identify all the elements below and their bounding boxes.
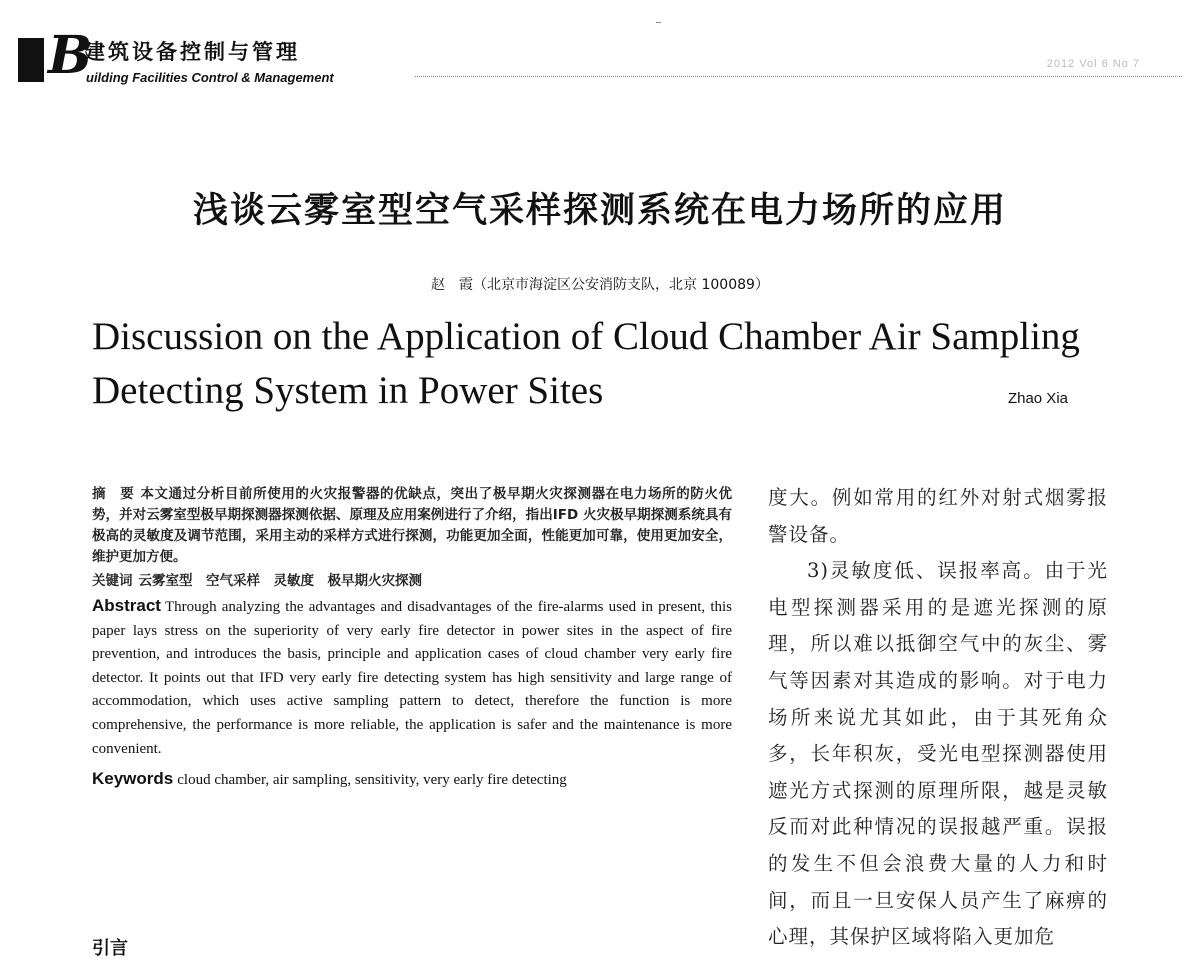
author-name-en: Zhao Xia [1007,390,1068,407]
header-rule [415,76,1182,77]
body-text-column [768,480,1108,956]
abstract-cn [92,484,732,568]
abstract-en-text: Through analyzing the advantages and disadvantages of the fire-alarms used in present, this paper lays stress on the superiority of very early fire detector in power sites in the aspect of fire prevention, and introduces the basis, principle and application cases of cloud chamber very early fire detector. It points out that IFD very early fire detecting system has high sensitivity and large range of accommodation, which uses active sampling pattern to detect, therefore the function is more comprehensive, the performance is more reliable, the application is safer and the maintenance is more convenient. [92,599,732,757]
paper-title-cn: 浅谈云雾室型空气采样探测系统在电力场所的应用 [192,191,1007,231]
journal-header [0,0,1200,100]
abstract-en-label: Abstract [92,596,161,615]
header-tick [656,22,661,23]
keywords-en-label: Keywords [92,769,174,789]
journal-name-en: uilding Facilities Control & Management [86,70,334,85]
author-affiliation-cn: 赵 霞（北京市海淀区公安消防支队，北京 100089） [431,277,769,293]
keywords-en [92,767,732,792]
journal-name-cn: 建筑设备控制与管理 [84,40,300,64]
section-heading-intro: 引言 [92,938,128,959]
abstract-cn-text: 本文通过分析目前所使用的火灾报警器的优缺点，突出了极早期火灾探测器在电力场所的防火优势，并对云雾室型极早期探测器探测依据、原理及应用案例进行了介绍，指出IFD 火灾极早期探测系统具有极高的灵敏度及调节范围，采用主动的采样方式进行探测，功能更加全面，性能更加可靠，使用更加安全，维护更加方便。 [92,486,733,565]
abstract-section [92,484,732,792]
paper-title-en-line1: Discussion on the Application of Cloud Chamber Air Sampling [92,315,1080,358]
keywords-en-text: cloud chamber, air sampling, sensitivity, very early fire detecting [177,772,567,789]
body-paragraph: 3)灵敏度低、误报率高。由于光电型探测器采用的是遮光探测的原理，所以难以抵御空气中的灰尘、雾气等因素对其造成的影响。对于电力场所来说尤其如此，由于其死角众多，长年积灰，受光电型探测器使用遮光方式探测的原理所限，越是灵敏反而对此种情况的误报越严重。误报的发生不但会浪费大量的人力和时间，而且一旦安保人员产生了麻痹的心理，其保护区域将陷入更加危 [768,559,1108,949]
issue-info: 2012 Vol 6 No 7 [1046,58,1140,70]
abstract-cn-label: 摘 要 [92,486,135,502]
paper-title-en [92,310,1122,418]
keywords-cn-label: 关键词 [92,573,133,589]
keywords-cn-text: 云雾室型 空气采样 灵敏度 极早期火灾探测 [138,573,422,589]
abstract-en [92,594,732,761]
keywords-cn [92,570,732,592]
body-paragraph: 度大。例如常用的红外对射式烟雾报警设备。 [768,486,1108,546]
journal-logo-letter: B [48,25,92,86]
paper-title-en-line2: Detecting System in Power Sites [92,369,604,412]
journal-logo-block [18,38,44,82]
